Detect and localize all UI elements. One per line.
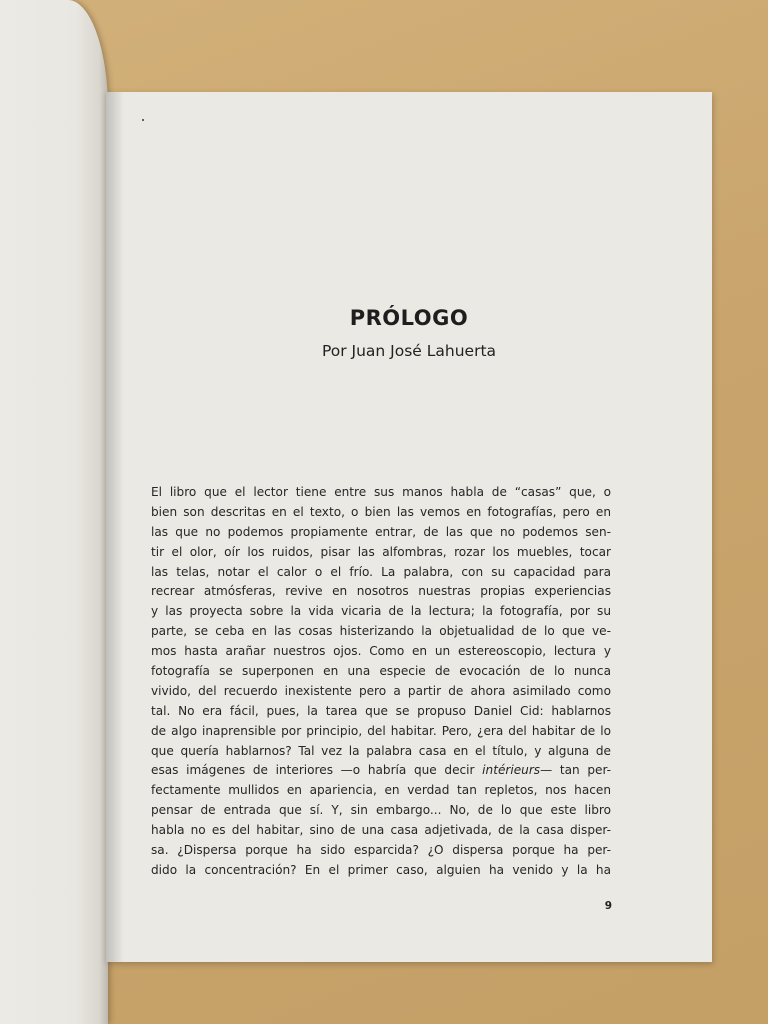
body-line: que quería hablarnos? Tal vez la palabra casa en el título, y alguna de <box>151 743 611 758</box>
body-line: y las proyecta sobre la vida vicaria de la lectura; la fotografía, por su <box>151 604 611 619</box>
body-line: de algo inaprensible por principio, del habitar. Pero, ¿era del habitar de lo <box>151 723 611 738</box>
left-page-edge <box>0 0 108 1024</box>
body-text <box>151 483 611 881</box>
page-number: 9 <box>604 900 612 912</box>
body-line: vivido, del recuerdo inexistente pero a partir de ahora asimilado como <box>151 683 611 698</box>
body-line: parte, se ceba en las cosas histerizando la objetualidad de lo que ve- <box>151 624 611 639</box>
body-line: recrear atmósferas, revive en nosotros nuestras propias experiencias <box>151 584 611 599</box>
body-line: tir el olor, oír los ruidos, pisar las alfombras, rozar los muebles, tocar <box>151 544 611 559</box>
body-line: El libro que el lector tiene entre sus manos habla de “casas” que, o <box>151 485 611 499</box>
chapter-author: Por Juan José Lahuerta <box>321 342 497 360</box>
body-line: fotografía se superponen en una especie de evocación de lo nunca <box>151 664 611 679</box>
body-line: las que no podemos propiamente entrar, de las que no podemos sen- <box>151 524 611 539</box>
body-line: mos hasta arañar nuestros ojos. Como en un estereoscopio, lectura y <box>151 644 611 659</box>
body-line: sa. ¿Dispersa porque ha sido esparcida? ¿O dispersa porque ha per- <box>151 843 611 858</box>
ink-speck <box>142 119 144 121</box>
body-line: bien son descritas en el texto, o bien las vemos en fotografías, pero en <box>151 504 611 519</box>
body-line: dido la concentración? En el primer caso, alguien ha venido y la ha <box>151 862 611 877</box>
body-line: las telas, notar el calor o el frío. La palabra, con su capacidad para <box>151 564 611 579</box>
body-line: tal. No era fácil, pues, la tarea que se propuso Daniel Cid: hablarnos <box>151 703 611 718</box>
body-line: pensar de entrada que sí. Y, sin embargo... No, de lo que este libro <box>151 803 611 818</box>
body-line: habla no es del habitar, sino de una casa adjetivada, de la casa disper- <box>151 823 611 838</box>
body-line: esas imágenes de interiores —o habría que decir intérieurs— tan per- <box>151 763 611 778</box>
body-line: fectamente mullidos en apariencia, en verdad tan repletos, nos hacen <box>151 783 611 798</box>
page-gutter-shadow <box>106 92 124 962</box>
book-page <box>106 92 712 962</box>
chapter-title: PRÓLOGO <box>349 306 469 330</box>
